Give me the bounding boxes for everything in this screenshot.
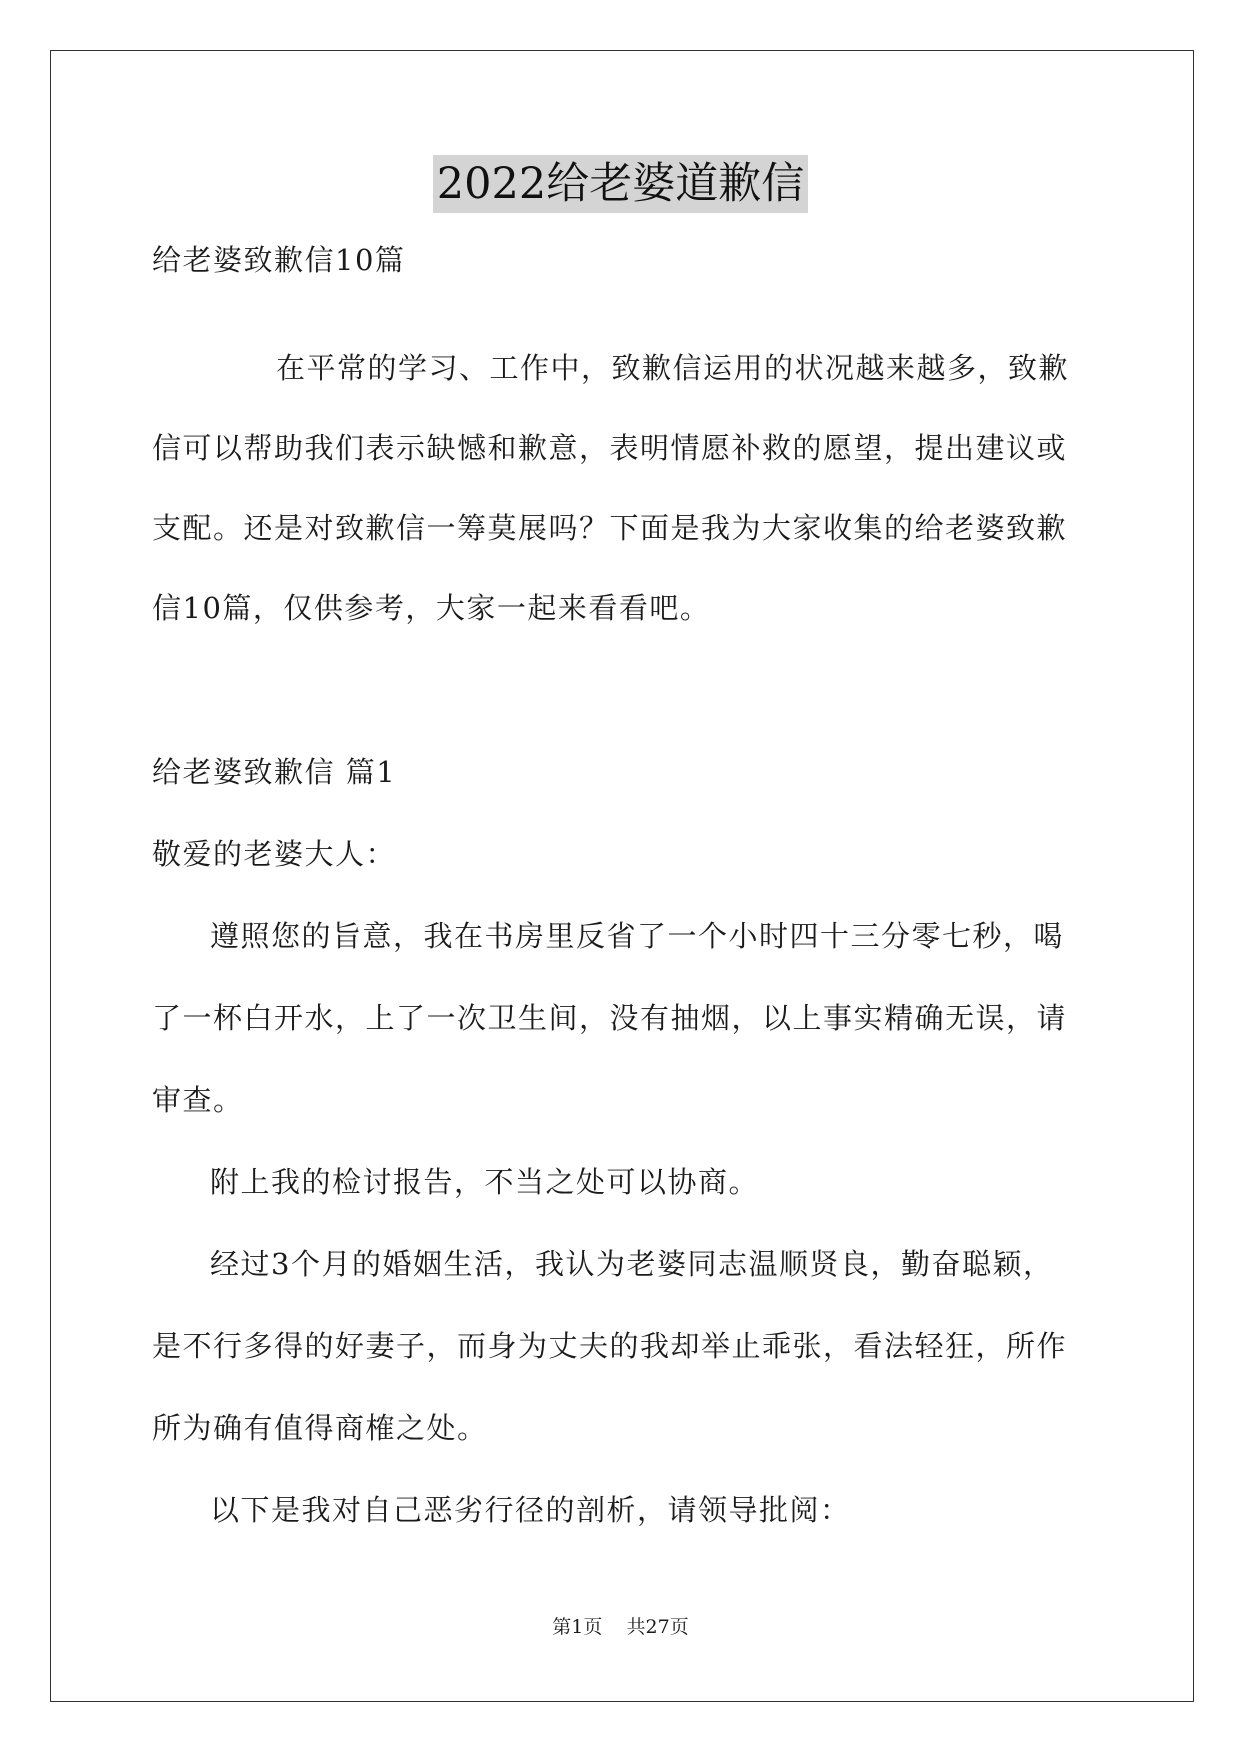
section-heading: 给老婆致歉信 篇1 <box>152 755 397 789</box>
intro-paragraph-line-3: 支配。还是对致歉信一筹莫展吗？下面是我为大家收集的给老婆致歉 <box>152 511 1068 545</box>
body-paragraph-1-line-2: 了一杯白开水，上了一次卫生间，没有抽烟，以上事实精确无误，请 <box>152 1001 1068 1035</box>
body-paragraph-3-line-1: 经过3个月的婚姻生活，我认为老婆同志温顺贤良，勤奋聪颖， <box>210 1247 1054 1281</box>
intro-paragraph-line-2: 信可以帮助我们表示缺憾和歉意，表明情愿补救的愿望，提出建议或 <box>152 431 1068 465</box>
subtitle-line: 给老婆致歉信10篇 <box>152 243 406 277</box>
body-paragraph-1-line-1: 遵照您的旨意，我在书房里反省了一个小时四十三分零七秒，喝 <box>210 919 1065 953</box>
page-footer: 第1页 共27页 <box>552 1616 689 1638</box>
body-paragraph-3-line-2: 是不行多得的好妻子，而身为丈夫的我却举止乖张，看法轻狂，所作 <box>152 1329 1068 1363</box>
salutation: 敬爱的老婆大人： <box>152 837 397 871</box>
title-container <box>0 155 1241 213</box>
intro-paragraph-line-4: 信10篇，仅供参考，大家一起来看看吧。 <box>152 591 711 625</box>
body-paragraph-4: 以下是我对自己恶劣行径的剖析，请领导批阅： <box>210 1493 851 1527</box>
body-paragraph-1-line-3: 审查。 <box>152 1083 244 1117</box>
body-paragraph-3-line-3: 所为确有值得商榷之处。 <box>152 1411 488 1445</box>
intro-paragraph-line-1: 在平常的学习、工作中，致歉信运用的状况越来越多，致歉 <box>276 351 1070 385</box>
page-border <box>50 50 1194 1702</box>
document-title: 2022给老婆道歉信 <box>433 155 808 213</box>
body-paragraph-2: 附上我的检讨报告，不当之处可以协商。 <box>210 1165 760 1199</box>
